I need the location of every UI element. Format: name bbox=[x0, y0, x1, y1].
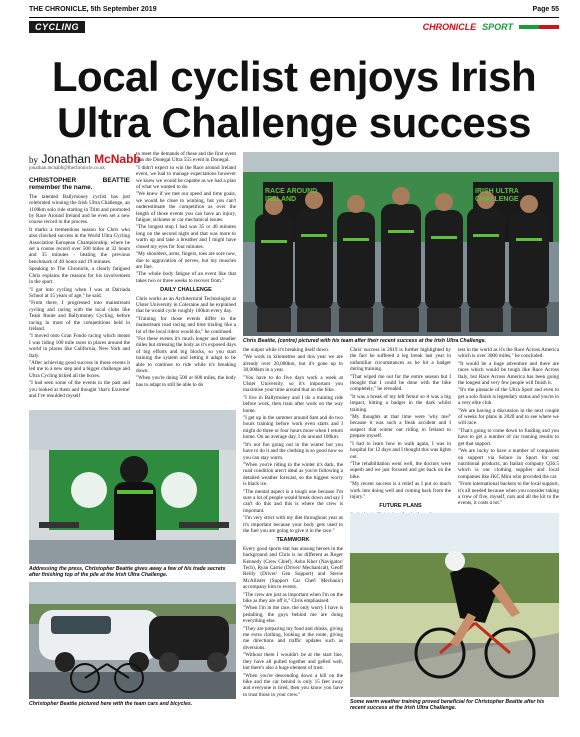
paragraph: "I had seen some of the events in the past and you looked at them and thought 'that's Extreme' and I've moulded myself bbox=[29, 380, 130, 399]
header-rule bbox=[29, 17, 559, 18]
paragraph: "You have to do five days work a week at Ulster University, so it's important you maximise your time around that on the bike. bbox=[243, 374, 343, 394]
lede: CHRISTOPHER BEATTIE remember the name. bbox=[29, 177, 130, 192]
team-photo-caption: Chris Beattie, (centre) pictured with his team after their recent success at the Irish Ultra Challenge. bbox=[243, 338, 487, 344]
paragraph: "When you're riding in the winter it's dark, the road condition aren't ideal as you're following a detailed weather forecast, so the biggest worry is black ice. bbox=[243, 461, 343, 488]
paragraph: "For these events it's much longer and steadier miles but stressing the body as it's exposed days of big efforts and big blocks, so you start training the system and letting it adapt to be able to continue to ride while it's breaking down. bbox=[136, 335, 236, 374]
paragraph: "The longest stop I had was 35 or 40 minutes long on the second night and that was more to warm up and take a breather and I might have closed my eyes for four minutes. bbox=[136, 224, 236, 250]
subheading: DAILY CHALLENGE bbox=[160, 287, 212, 294]
press-photo-caption: Addressing the press, Christopher Beattie gives away a few of his trade secrets after finishing top of the pile at the Irish Ultra Challenge. bbox=[29, 566, 226, 579]
article-col-4 bbox=[350, 347, 451, 527]
page-number: Page 55 bbox=[532, 6, 559, 13]
paragraph: "I moved onto Gran Fondo racing which meant I was riding 100 mile races in places around the world in places like California, New York and Italy. bbox=[29, 333, 130, 359]
paragraph: "I didn't expect to win the Race around Ireland event, we had to manage expectations however we knew we would be capable as we had a plan of what we wanted to do. bbox=[136, 164, 236, 191]
brand-sport: SPORT bbox=[482, 21, 513, 32]
team-photo-image bbox=[243, 152, 559, 336]
paragraph: "From international backers to the local support, it's all needed because when you consider taking a crew of five, myself, cars and all the kit to the events, it costs a lot." bbox=[458, 481, 559, 507]
press-photo-image bbox=[29, 410, 236, 564]
paragraph: "They are preparing my food and drinks, giving me extra clothing, looking at the route, giving me directions and traffic updates such as diversions. bbox=[243, 625, 343, 651]
paragraph: "Training for those events differ to the mainstream road racing and time trialing like a lot of the local riders would do," he continued. bbox=[136, 315, 236, 335]
paragraph: to meet the demands of these and the first event was the Donegal Ultra 555 event in Donegal. bbox=[136, 151, 236, 164]
banner-left: RACE AROUND IRELAND bbox=[265, 188, 318, 203]
paragraph: "We are having a discussion in the next couple of weeks for plans in 2020 and to see where we will race. bbox=[458, 407, 559, 427]
brand-stripe bbox=[519, 25, 559, 29]
article-col-3 bbox=[243, 347, 343, 699]
rider-photo-image bbox=[350, 513, 559, 697]
paragraph: Every good sports star has unsung heroes in the background and Chris is no different as Roger Kennedy (Crew Chief), Ashu Kher (Navigator/ Tech), Ryan Carrie (Driver/ Mechanical), Geoff Reilly (Driver/ Gen Support) and Stevie McAllister (Support Car Chef/ Mechanic) accompany him to events. bbox=[243, 545, 343, 591]
paragraph: "Without them I wouldn't be at the start line, they have all pulled together and gelled well, but there's also a huge element of trust. bbox=[243, 652, 343, 672]
paragraph: "The mental aspect is a tough one because I'm sure a lot of people would break down and say I can't do this and this is where the crew is important. bbox=[243, 488, 343, 514]
section-brand bbox=[423, 22, 559, 32]
paragraph: "It's the pinnacle of the Ultra Sport and even to get a solo finish is legendary status and you're in a very elite club. bbox=[458, 387, 559, 407]
paragraph: "I had to learn how to walk again, I was in hospital for 12 days and I thought this was lights out. bbox=[350, 440, 452, 460]
paragraph: "It's not fun going out in the winter but you have to do it and the clothing is so good now so you can stay warm. bbox=[243, 441, 343, 461]
paragraph: "We knew if we met our speed and time goals, we would be close to winning, but you can't underestimate the competition as over the length of those events you can have an injury, fatigue, sickness or car mechanical issues. bbox=[136, 191, 236, 224]
paragraph: "We work in kilometres and this year we are already over 20,000km, but it's gone up to 30,000km in a year. bbox=[243, 354, 343, 374]
paragraph: Speaking to The Chronicle, a clearly fatigued Chris explains the reasons for his involvement in the sport. bbox=[29, 266, 130, 286]
subheading: TEAMWORK bbox=[276, 537, 310, 544]
paragraph: "My recent success is a relief as I put so much work into doing well and coming back from the injury." bbox=[350, 481, 451, 500]
section-tag: CYCLING bbox=[29, 21, 85, 33]
brand-chronicle: CHRONICLE bbox=[422, 21, 477, 32]
paragraph: "From there, I progressed into mainstream cycling and racing with the local clubs like Team Route and Ballymoney Cycling, before racing in most of the competitions held in Ireland. bbox=[29, 300, 130, 332]
paragraph: "I got into cycling when I was at Dalriada School at 15 years of age," he said. bbox=[29, 286, 130, 299]
paragraph: "The whole body fatigue of an event like that takes two or three weeks to recover from." bbox=[136, 271, 236, 284]
paragraph: the output while it's breaking itself down. bbox=[243, 347, 330, 353]
paragraph: "The crew are just as important when I'm on the bike as they are off it," Chris emphasised. bbox=[243, 591, 343, 605]
rider-photo bbox=[350, 513, 559, 697]
paragraph: "When you're doing 500 or 600 miles, the body has to adapt to still be able to do bbox=[136, 375, 236, 388]
paragraph: "After achieving good success in those events it led me to a new step and a bigger challenge and Ultra Cycling ticked all the boxes. bbox=[29, 359, 130, 379]
paragraph: The talented Ballymoney cyclist has just celebrated winning the Irish Ultra Challenge, an 1100km solo ride starting in Trim and promoted by Race Around Ireland and he even set a new course record in the process. bbox=[29, 193, 130, 226]
banner-right: IRISH ULTRA CHALLENGE bbox=[475, 188, 519, 203]
press-photo bbox=[29, 410, 236, 564]
paragraph: "That's going to come down to funding and you have to get a number of car running results to get that support. bbox=[458, 427, 559, 447]
paragraph: "I'm very strict with my diet throughout year as it's important because your body gets used to the fuel you are going to give it in the race." bbox=[243, 515, 343, 534]
team-photo bbox=[243, 152, 559, 336]
byline-first: Jonathan bbox=[41, 152, 91, 166]
paragraph: Chris' success in 2019 is further highlighted by the fact he suffered a leg break last year in unfamiliar circumstances as he hit a badger during training. bbox=[350, 347, 451, 373]
cars-photo-caption: Christopher Beattie pictured here with the team cars and bicycles. bbox=[29, 701, 193, 707]
paragraph: It marks a tremendous season for Chris who also clinched success in the World Ultra Cycling Association European Championship, where he set a course record over 500 miles at 32 hours and 35 minutes - beating the previous benchmark of 40 hours and 19 minutes. bbox=[29, 226, 130, 265]
article-col-1 bbox=[29, 177, 130, 400]
paragraph: test in the world as it's the Race Across America which is over 3000 miles," he concluded. bbox=[458, 347, 559, 360]
article-col-5 bbox=[458, 347, 559, 508]
paragraph: "That wiped me out for the entire season but I thought that I could be done with the bike completely," he revealed. bbox=[350, 373, 451, 393]
paragraph: "I live in Ballymoney and I do a training ride before work, then train after work on the way home. bbox=[243, 394, 343, 414]
subheading: FUTURE PLANS bbox=[379, 503, 422, 510]
paragraph: "It was a break of my left femur so it was a big impact, hitting a badger in the dark whilst training. bbox=[350, 393, 451, 413]
paragraph: "When you're descending down a hill on the bike and the car behind is only 15 feet away and everyone is tired, then you know you have to trust those in your crew." bbox=[243, 672, 343, 698]
paragraph: "When I'm in the race, the only worry I have is pedalling, the guys behind me are doing everything else. bbox=[243, 605, 343, 625]
cars-photo bbox=[29, 582, 236, 699]
section-bar bbox=[29, 20, 559, 33]
byline-last: McNabb bbox=[94, 152, 141, 166]
byline-by: by bbox=[29, 155, 38, 165]
paragraph: "My thoughts at that time were 'why me?' because it was such a freak accident and I suspect that winter out riding in Ireland to prepare myself. bbox=[350, 414, 451, 440]
paragraph: "The rehabilitation went well, the doctors were superb and we just focused and got back on the bike. bbox=[350, 460, 451, 480]
cars-photo-image bbox=[29, 582, 236, 699]
headline: Local cyclist enjoys Irish Ultra Challenge success bbox=[51, 53, 537, 146]
paragraph: "My shoulders, arms, fingers, toes are sore now, due to aggravation of nerves, but my muscles are fine. bbox=[136, 251, 236, 270]
byline-email: jonathan.mcnabb@thechronicle.co.uk bbox=[29, 166, 105, 171]
paragraph: "It would be a huge adventure and there are races which would be tough like Race Across Italy, but Race Across America has been going the longest and very few people will finish it. bbox=[458, 360, 559, 387]
paragraph: "We are lucky to have a number of companies on support via Solace in Sport for our nutritional products, an Italian company Q36.5 which is our clothing supplier and local companies like JKC Mini who provided the car. bbox=[458, 448, 559, 480]
paper-date: THE CHRONICLE, 5th September 2019 bbox=[29, 6, 157, 13]
rider-photo-caption: Some warm weather training proved beneficial for Christopher Beattie after his recent success at the Irish Ultra Challenge. bbox=[350, 699, 545, 712]
paragraph: Chris works as an Architectural Technologist at Ulster University in Coleraine and he explained that he would cycle roughly 100km every day. bbox=[136, 295, 236, 315]
article-col-2 bbox=[136, 151, 236, 389]
paragraph: "I get up in the summer around 6am and do two hours training before work even starts and I might do three or four hours more when I return home. On an average day, I do around 100km. bbox=[243, 415, 343, 441]
